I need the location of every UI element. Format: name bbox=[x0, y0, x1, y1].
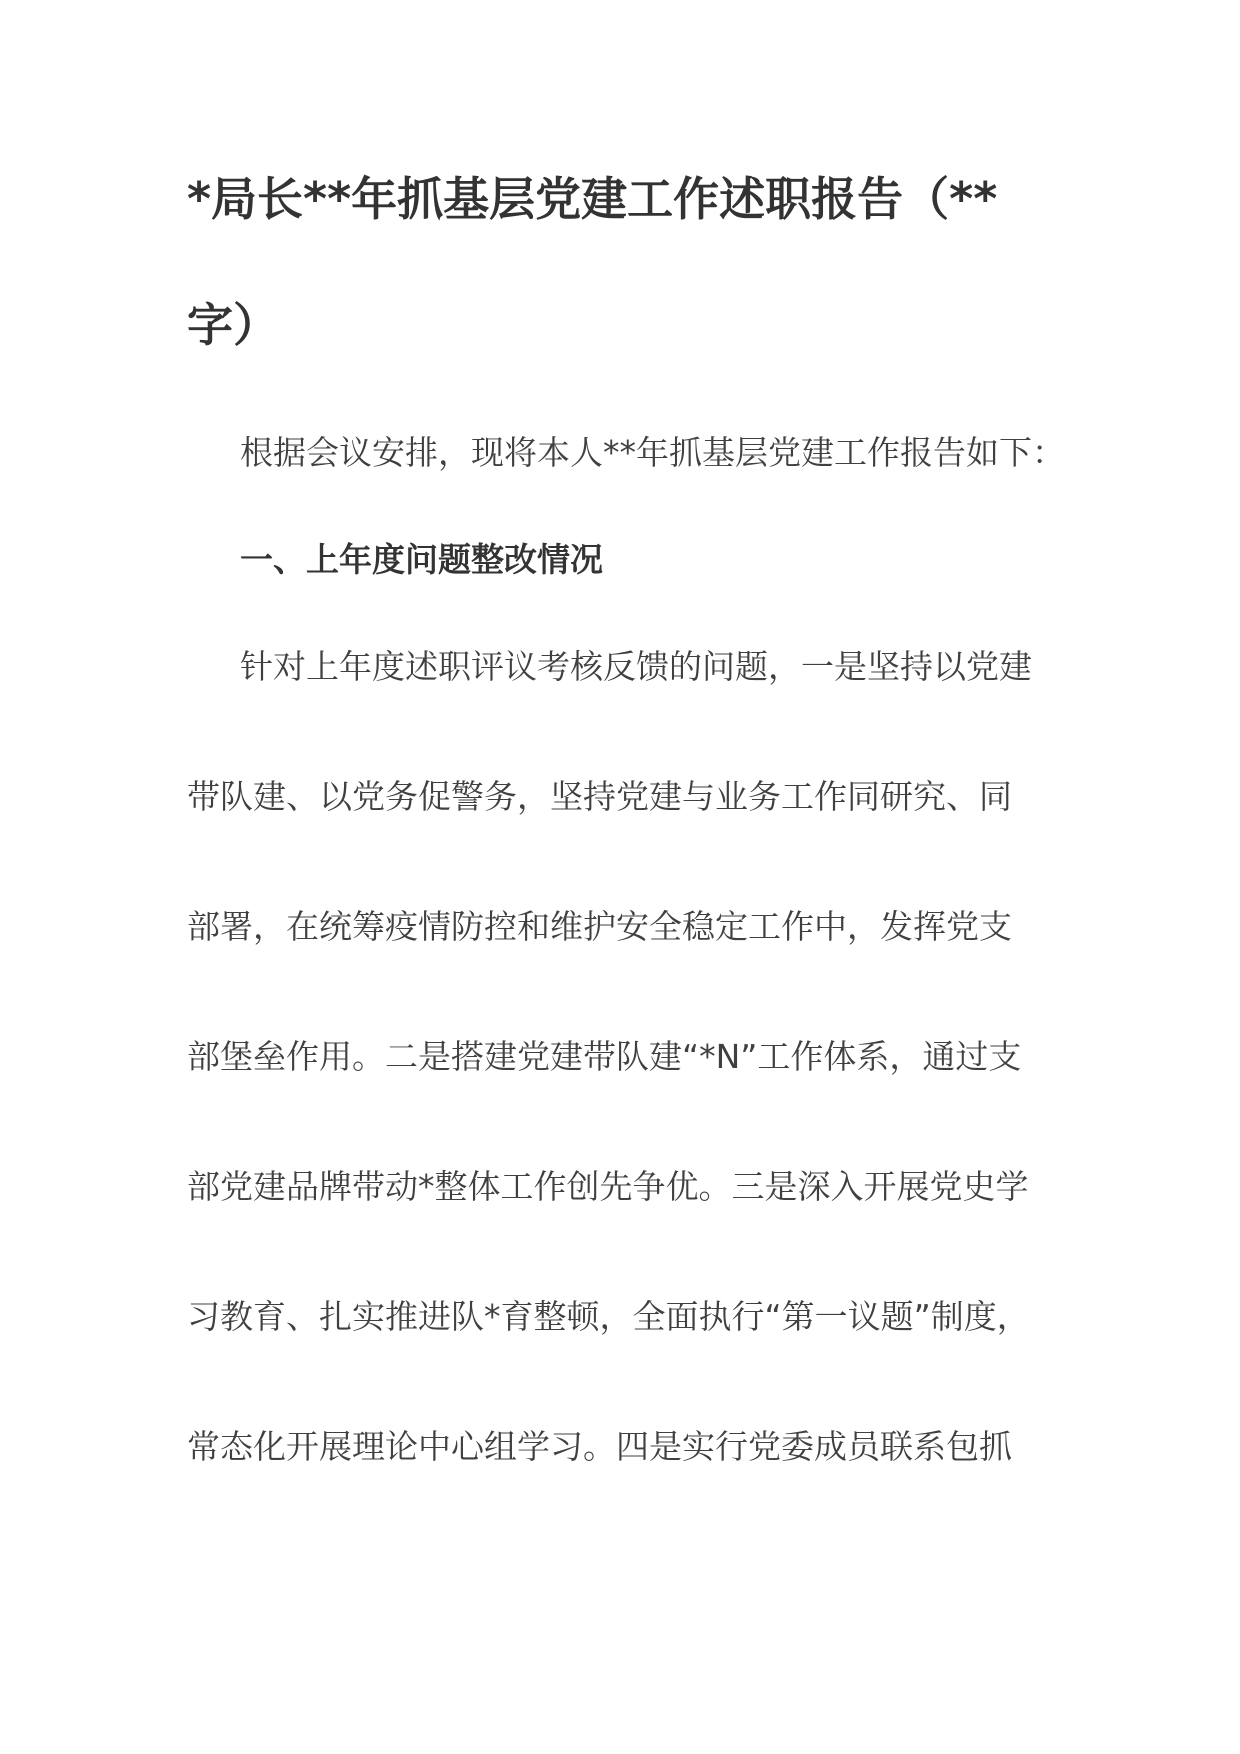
body-line: 针对上年度述职评议考核反馈的问题，一是坚持以党建 bbox=[240, 647, 1032, 686]
body-line: 部党建品牌带动*整体工作创先争优。三是深入开展党史学 bbox=[187, 1167, 1029, 1206]
body-line: 带队建、以党务促警务，坚持党建与业务工作同研究、同 bbox=[187, 777, 1012, 816]
document-title-line-2: 字） bbox=[187, 298, 279, 352]
body-line: 常态化开展理论中心组学习。四是实行党委成员联系包抓 bbox=[187, 1427, 1012, 1466]
body-line: 部署，在统筹疫情防控和维护安全稳定工作中，发挥党支 bbox=[187, 907, 1012, 946]
intro-paragraph: 根据会议安排，现将本人**年抓基层党建工作报告如下： bbox=[240, 433, 1065, 472]
document-title-line-1: *局长**年抓基层党建工作述职报告（** bbox=[187, 172, 998, 226]
body-line: 习教育、扎实推进队*育整顿，全面执行“第一议题”制度， bbox=[187, 1297, 1030, 1336]
section-heading: 一、上年度问题整改情况 bbox=[240, 540, 603, 579]
body-line: 部堡垒作用。二是搭建党建带队建“*N”工作体系，通过支 bbox=[187, 1037, 1022, 1076]
